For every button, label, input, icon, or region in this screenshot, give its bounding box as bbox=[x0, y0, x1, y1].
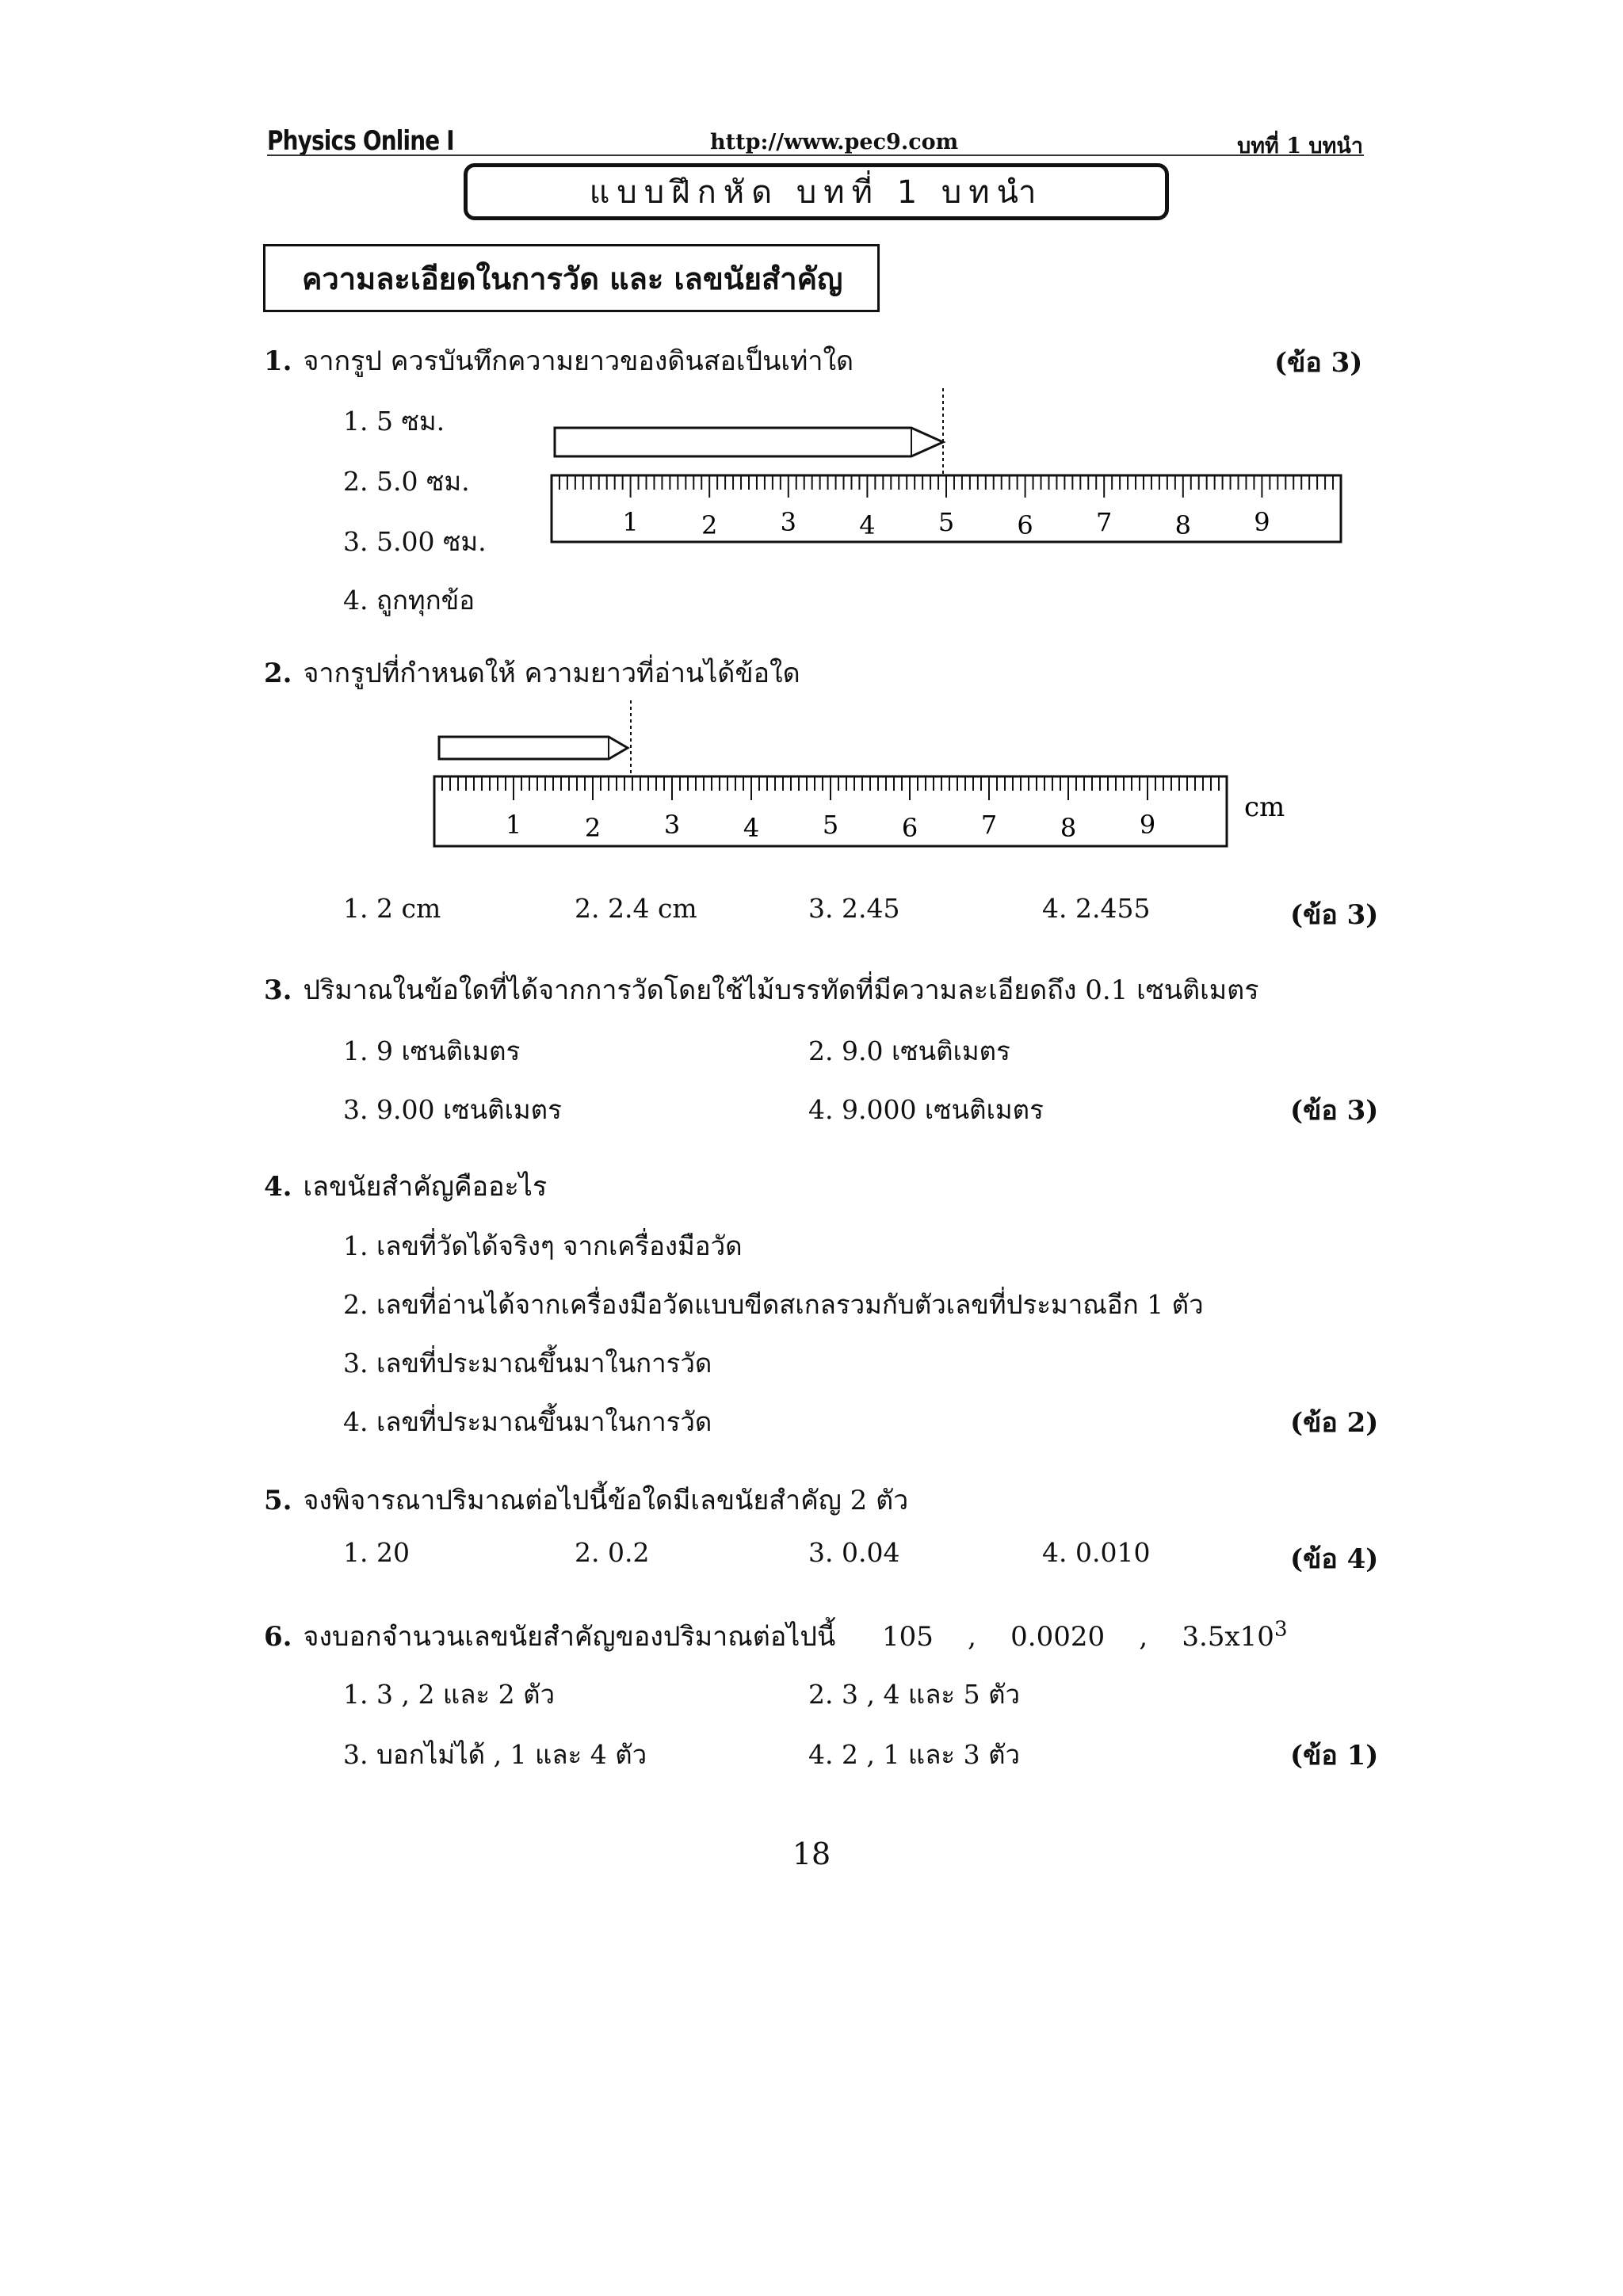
q4-option-2: 2. เลขที่อ่านได้จากเครื่องมือวัดแบบขีดสเกลรวมกับตัวเลขที่ประมาณอีก 1 ตัว bbox=[343, 1289, 1204, 1320]
ruler-label: 7 bbox=[980, 810, 998, 840]
ruler-label: 4 bbox=[859, 510, 876, 540]
question-1-answer: (ข้อ 3) bbox=[1274, 347, 1363, 379]
question-values: 105 , 0.0020 , 3.5x10 bbox=[882, 1621, 1274, 1653]
question-number: 3. bbox=[264, 974, 292, 1006]
q2-option-2: 2. 2.4 cm bbox=[575, 893, 697, 924]
ruler-figure-1 bbox=[539, 380, 1363, 555]
question-2 bbox=[264, 651, 800, 694]
ruler-label: 7 bbox=[1096, 507, 1113, 537]
q3-option-4: 4. 9.000 เซนติเมตร bbox=[808, 1094, 1044, 1125]
page-title: แบบฝึกหัด บทที่ 1 บทนำ bbox=[464, 163, 1169, 220]
header-chapter: บทที่ 1 บทนำ bbox=[1237, 134, 1363, 158]
exponent: 3 bbox=[1274, 1617, 1288, 1642]
header-brand: Physics Online I bbox=[267, 125, 454, 157]
q5-option-1: 1. 20 bbox=[343, 1537, 410, 1568]
q1-option-4: 4. ถูกทุกข้อ bbox=[343, 585, 475, 616]
ruler-label: 3 bbox=[780, 507, 796, 537]
pencil-icon bbox=[555, 428, 943, 456]
ruler-labels bbox=[506, 810, 1155, 843]
ruler-label: 3 bbox=[663, 810, 681, 840]
question-6-answer: (ข้อ 1) bbox=[1290, 1740, 1379, 1772]
question-number: 4. bbox=[264, 1171, 292, 1203]
q4-option-1: 1. เลขที่วัดได้จริงๆ จากเครื่องมือวัด bbox=[343, 1230, 743, 1261]
question-5-answer: (ข้อ 4) bbox=[1290, 1543, 1379, 1575]
question-3 bbox=[264, 968, 1259, 1011]
question-number: 1. bbox=[264, 345, 292, 377]
q6-option-3: 3. บอกไม่ได้ , 1 และ 4 ตัว bbox=[343, 1739, 647, 1770]
header-rule bbox=[267, 154, 1364, 156]
q1-option-3: 3. 5.00 ซม. bbox=[343, 526, 487, 557]
ruler-label: 5 bbox=[822, 810, 839, 840]
q2-option-3: 3. 2.45 bbox=[808, 893, 900, 924]
header-url[interactable]: http://www.pec9.com bbox=[710, 130, 959, 154]
question-number: 5. bbox=[264, 1485, 292, 1516]
ruler-figure-2 bbox=[420, 697, 1339, 856]
pencil-icon bbox=[439, 737, 628, 759]
q3-option-1: 1. 9 เซนติเมตร bbox=[343, 1035, 521, 1066]
ruler-unit: cm bbox=[1244, 791, 1285, 823]
ruler-ticks bbox=[559, 475, 1333, 498]
ruler-label: 8 bbox=[1060, 813, 1077, 843]
q1-option-2: 2. 5.0 ซม. bbox=[343, 466, 470, 497]
ruler-ticks bbox=[442, 776, 1219, 800]
q5-option-3: 3. 0.04 bbox=[808, 1537, 900, 1568]
question-4-answer: (ข้อ 2) bbox=[1290, 1407, 1379, 1439]
ruler-labels bbox=[622, 507, 1270, 540]
q3-option-2: 2. 9.0 เซนติเมตร bbox=[808, 1035, 1010, 1066]
q3-option-3: 3. 9.00 เซนติเมตร bbox=[343, 1094, 562, 1125]
question-3-answer: (ข้อ 3) bbox=[1290, 1095, 1379, 1127]
q1-option-1: 1. 5 ซม. bbox=[343, 406, 445, 437]
ruler-label: 5 bbox=[938, 507, 955, 537]
question-6 bbox=[264, 1615, 1287, 1657]
question-text: จากรูป ควรบันทึกความยาวของดินสอเป็นเท่าใด bbox=[303, 345, 854, 377]
question-2-answer: (ข้อ 3) bbox=[1290, 899, 1379, 931]
q4-option-4: 4. เลขที่ประมาณขึ้นมาในการวัด bbox=[343, 1406, 712, 1437]
question-text: จงบอกจำนวนเลขนัยสำคัญของปริมาณต่อไปนี้ bbox=[303, 1621, 836, 1653]
q6-option-1: 1. 3 , 2 และ 2 ตัว bbox=[343, 1679, 556, 1710]
ruler-label: 9 bbox=[1254, 507, 1270, 537]
ruler-label: 6 bbox=[901, 813, 918, 843]
question-5 bbox=[264, 1478, 908, 1521]
q6-option-2: 2. 3 , 4 และ 5 ตัว bbox=[808, 1679, 1021, 1710]
question-number: 6. bbox=[264, 1621, 292, 1653]
q2-option-1: 1. 2 cm bbox=[343, 893, 441, 924]
q2-option-4: 4. 2.455 bbox=[1042, 893, 1151, 924]
question-text: เลขนัยสำคัญคืออะไร bbox=[303, 1171, 548, 1203]
ruler-label: 6 bbox=[1017, 510, 1033, 540]
q6-option-4: 4. 2 , 1 และ 3 ตัว bbox=[808, 1739, 1021, 1770]
page-number: 18 bbox=[792, 1836, 831, 1871]
ruler-label: 1 bbox=[622, 507, 639, 537]
section-heading: ความละเอียดในการวัด และ เลขนัยสำคัญ bbox=[263, 244, 880, 312]
question-text: จากรูปที่กำหนดให้ ความยาวที่อ่านได้ข้อใด bbox=[303, 658, 800, 689]
ruler-label: 1 bbox=[505, 810, 522, 840]
ruler-label: 9 bbox=[1139, 810, 1156, 840]
q4-option-3: 3. เลขที่ประมาณขึ้นมาในการวัด bbox=[343, 1348, 712, 1379]
question-text: จงพิจารณาปริมาณต่อไปนี้ข้อใดมีเลขนัยสำคัญ 2 ตัว bbox=[303, 1485, 909, 1516]
q5-option-2: 2. 0.2 bbox=[575, 1537, 650, 1568]
ruler-label: 2 bbox=[584, 813, 601, 843]
ruler-label: 2 bbox=[701, 510, 718, 540]
question-4 bbox=[264, 1165, 547, 1207]
question-number: 2. bbox=[264, 658, 292, 689]
ruler-label: 4 bbox=[743, 813, 760, 843]
question-text: ปริมาณในข้อใดที่ได้จากการวัดโดยใช้ไม้บรรทัดที่มีความละเอียดถึง 0.1 เซนติเมตร bbox=[303, 974, 1259, 1006]
q5-option-4: 4. 0.010 bbox=[1042, 1537, 1151, 1568]
ruler-label: 8 bbox=[1174, 510, 1191, 540]
question-1 bbox=[264, 339, 854, 382]
